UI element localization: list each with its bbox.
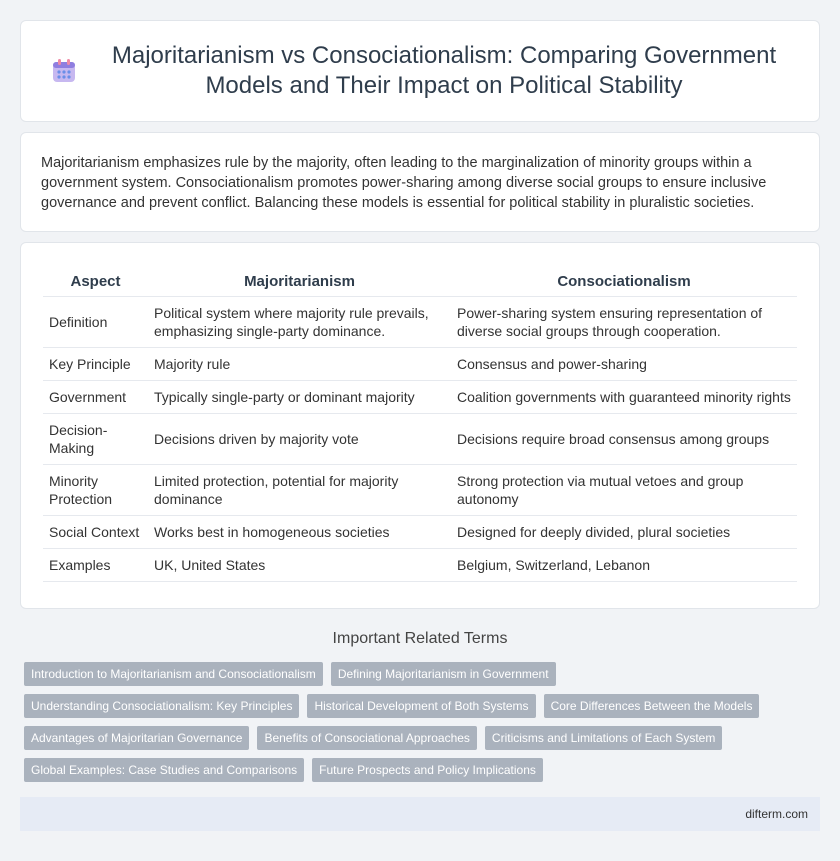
cell-majoritarianism: Majority rule [148,348,451,381]
related-term-tag[interactable]: Advantages of Majoritarian Governance [24,726,249,750]
footer [20,797,820,831]
cell-consociationalism: Belgium, Switzerland, Lebanon [451,549,797,582]
table-row [43,348,797,381]
header-consociationalism: Consociationalism [451,263,797,297]
related-term-tag[interactable]: Defining Majoritarianism in Government [331,662,556,686]
cell-consociationalism: Coalition governments with guaranteed minority rights [451,381,797,414]
footer-site-link[interactable]: difterm.com [745,807,808,821]
comparison-table [43,263,797,582]
cell-aspect: Minority Protection [43,465,148,516]
cell-aspect: Key Principle [43,348,148,381]
header-card [20,20,820,122]
cell-consociationalism: Designed for deeply divided, plural societies [451,516,797,549]
table-row [43,297,797,348]
related-term-tag[interactable]: Global Examples: Case Studies and Comparisons [24,758,304,782]
related-term-tag[interactable]: Core Differences Between the Models [544,694,760,718]
related-term-tag[interactable]: Historical Development of Both Systems [307,694,535,718]
cell-majoritarianism: Decisions driven by majority vote [148,414,451,465]
cell-consociationalism: Strong protection via mutual vetoes and group autonomy [451,465,797,516]
related-term-tag[interactable]: Introduction to Majoritarianism and Consociationalism [24,662,323,686]
header-aspect: Aspect [43,263,148,297]
cell-aspect: Decision-Making [43,414,148,465]
related-terms-list [24,662,804,782]
page-title: Majoritarianism vs Consociationalism: Comparing Government Models and Their Impact on Political Stability [111,42,777,99]
cell-majoritarianism: Limited protection, potential for majority dominance [148,465,451,516]
comparison-table-card [20,242,820,609]
cell-majoritarianism: Works best in homogeneous societies [148,516,451,549]
related-term-tag[interactable]: Future Prospects and Policy Implications [312,758,543,782]
cell-consociationalism: Power-sharing system ensuring representation of diverse social groups through cooperation. [451,297,797,348]
cell-consociationalism: Decisions require broad consensus among groups [451,414,797,465]
related-term-tag[interactable]: Understanding Consociationalism: Key Principles [24,694,299,718]
table-header-row [43,263,797,297]
cell-consociationalism: Consensus and power-sharing [451,348,797,381]
related-term-tag[interactable]: Benefits of Consociational Approaches [257,726,476,750]
related-term-tag[interactable]: Criticisms and Limitations of Each System [485,726,722,750]
cell-majoritarianism: Typically single-party or dominant majority [148,381,451,414]
header-majoritarianism: Majoritarianism [148,263,451,297]
cell-aspect: Social Context [43,516,148,549]
table-row [43,465,797,516]
cell-majoritarianism: UK, United States [148,549,451,582]
table-row [43,381,797,414]
table-row [43,516,797,549]
cell-aspect: Definition [43,297,148,348]
intro-card [20,132,820,232]
table-row [43,414,797,465]
table-row [43,549,797,582]
cell-aspect: Government [43,381,148,414]
related-terms-title: Important Related Terms [332,630,508,647]
cell-aspect: Examples [43,549,148,582]
intro-text: Majoritarianism emphasizes rule by the majority, often leading to the marginalization of minority groups within a government system. Consociationalism promotes power-sharing among diverse social groups to ensure inclusive governance and prevent conflict. Balancing these models is essential for political stability in pluralistic societies. [41,155,767,211]
cell-majoritarianism: Political system where majority rule prevails, emphasizing single-party dominance. [148,297,451,348]
calendar-icon [51,58,77,84]
